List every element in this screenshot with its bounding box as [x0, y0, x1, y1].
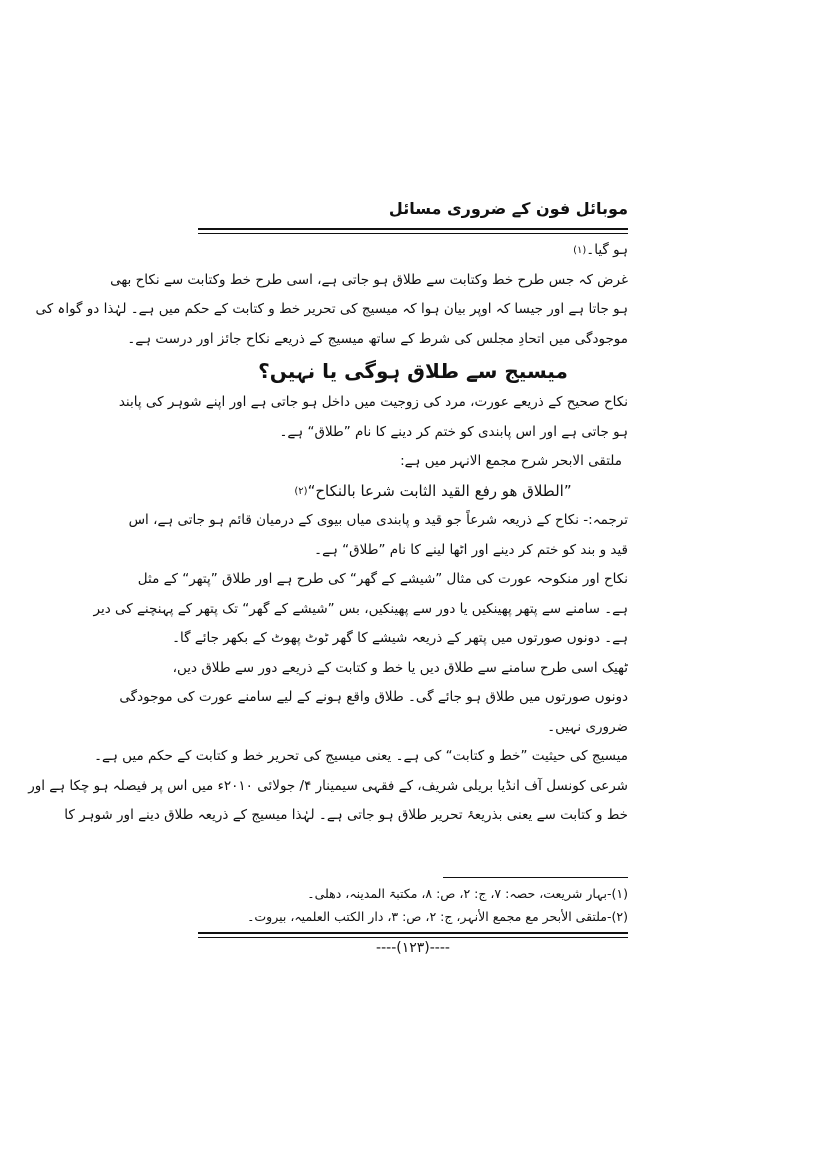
- text-line: میسیج کی حیثیت ”خط و کتابت“ کی ہے۔ یعنی میسیج کی تحریر خط و کتابت کے حکم میں ہے۔: [94, 748, 628, 764]
- header-rule-top: [198, 228, 628, 230]
- text-line: ہو جاتا ہے اور جیسا کہ اوپر بیان ہوا کہ میسیج کی تحریر خط و کتابت کے حکم میں ہے۔ لہٰذا دو گواہ کی: [35, 301, 628, 317]
- footnote-ref: (۱): [573, 245, 587, 256]
- text-line: نکاح اور منکوحہ عورت کی مثال ”شیشے کے گھر“ کی طرح ہے اور طلاق ”پتھر“ کے مثل: [137, 571, 628, 587]
- text-line: قید و بند کو ختم کر دینے اور اٹھا لینے کا نام ”طلاق“ ہے۔: [314, 541, 628, 558]
- text-line: ٹھیک اسی طرح سامنے سے طلاق دیں یا خط و کتابت کے ذریعے دور سے طلاق دیں،: [172, 659, 628, 676]
- footnotes: [198, 882, 628, 928]
- footnote-ref: (۲): [294, 485, 308, 497]
- page-number: ----(۱۲۳)----: [376, 940, 450, 956]
- text-line: ہے۔ سامنے سے پتھر پھینکیں یا دور سے پھینکیں، بس ”شیشے کے گھر“ تک پتھر کے پہنچنے کی دیر: [93, 600, 628, 617]
- footnote-2: (۲)-ملتقی الأبحر مع مجمع الأنہر، ج: ۲، ص: ۳، دار الکتب العلمیہ، بیروت۔: [247, 909, 628, 924]
- footer-rule-bottom: [198, 937, 628, 938]
- text-line: ضروری نہیں۔: [547, 718, 628, 735]
- text-line: موجودگی میں اتحادِ مجلس کی شرط کے ساتھ میسیج کے ذریعے نکاح جائز اور درست ہے۔: [127, 330, 628, 347]
- body-text: [28, 236, 628, 831]
- text-line: خط و کتابت سے یعنی بذریعۂ تحریر طلاق ہو جاتی ہے۔ لہٰذا میسیج کے ذریعہ طلاق دینے اور شوہر کا: [64, 807, 628, 823]
- running-header: موبائل فون کے ضروری مسائل: [388, 199, 628, 218]
- header-rule-bottom: [198, 233, 628, 234]
- text-line: نکاح صحیح کے ذریعے عورت، مرد کی زوجیت میں داخل ہو جاتی ہے اور اپنے شوہر کی پابند: [118, 394, 628, 410]
- text-line: ہو جاتی ہے اور اس پابندی کو ختم کر دینے کا نام ”طلاق“ ہے۔: [279, 423, 628, 440]
- text-line: شرعی کونسل آف انڈیا بریلی شریف، کے فقہی سیمینار ۴/ جولائی ۲۰۱۰ء میں اس پر فیصلہ ہو چکا ہے اور: [28, 777, 628, 794]
- text-line: ہے۔ دونوں صورتوں میں پتھر کے ذریعہ شیشے کا گھر ٹوٹ پھوٹ کے بکھر جائے گا۔: [172, 630, 628, 646]
- section-heading: میسیج سے طلاق ہوگی یا نہیں؟: [258, 359, 568, 383]
- arabic-quote: ”الطلاق هو رفع القيد الثابت شرعا بالنكاح“$^{(۲)}$: [294, 481, 572, 500]
- text-line: ہو گیا۔$^{(۱)}$: [573, 242, 628, 258]
- text-line: ملتقی الابحر شرح مجمع الانہر میں ہے:: [400, 453, 622, 469]
- text-line: دونوں صورتوں میں طلاق ہو جائے گی۔ طلاق واقع ہونے کے لیے سامنے عورت کی موجودگی: [119, 689, 628, 705]
- footnote-1: (۱)-بہار شریعت، حصہ: ۷، ج: ۲، ص: ۸، مکتبۃ المدینہ، دھلی۔: [307, 886, 628, 901]
- text-line: غرض کہ جس طرح خط وکتابت سے طلاق ہو جاتی ہے، اسی طرح خط وکتابت سے نکاح بھی: [110, 271, 628, 288]
- page: [28, 190, 628, 970]
- footnote-separator: [443, 877, 628, 878]
- text-line: ترجمہ:- نکاح کے ذریعہ شرعاً جو قید و پابندی میاں بیوی کے درمیان قائم ہو جاتی ہے، اس: [128, 512, 628, 528]
- footer-rule-top: [198, 932, 628, 934]
